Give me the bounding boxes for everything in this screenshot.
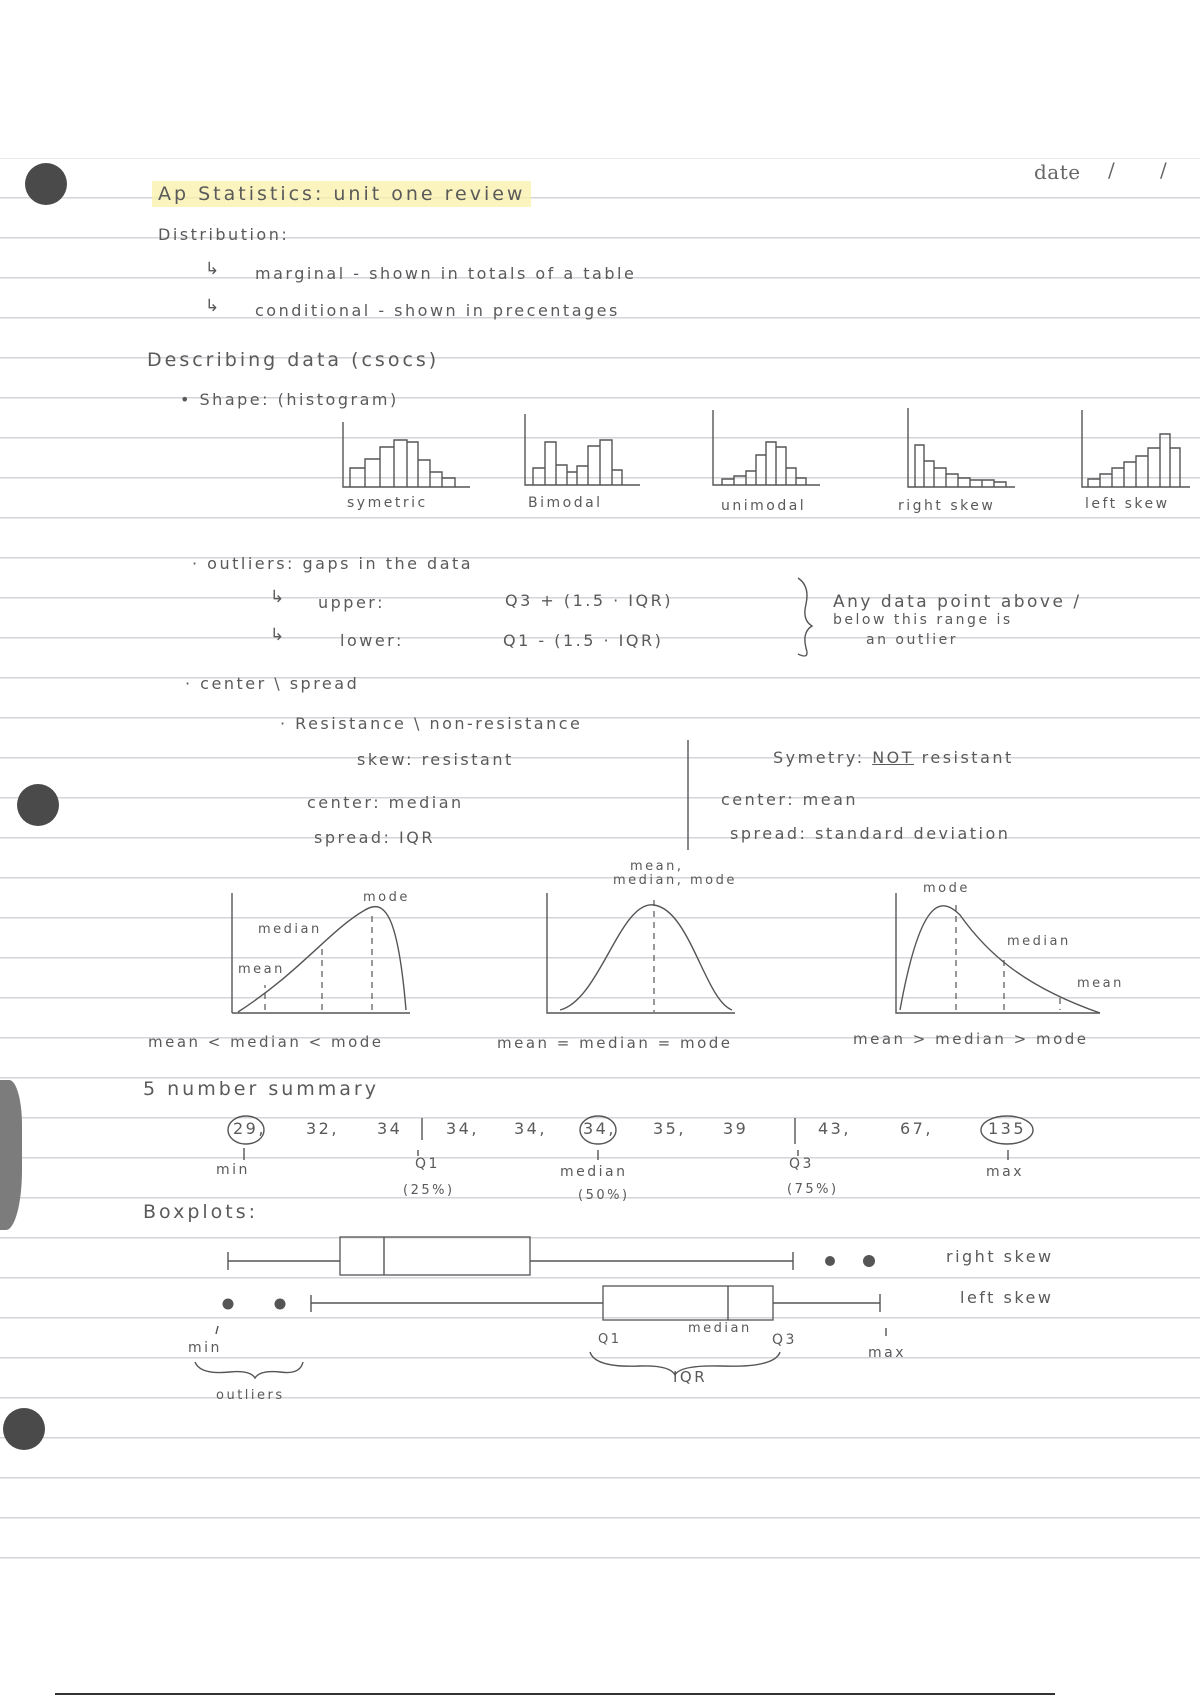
right-curve-mode-label: mode: [923, 881, 970, 896]
five-number-value: 67,: [900, 1119, 933, 1138]
histogram-symetric: [343, 422, 470, 487]
distribution-conditional: conditional - shown in precentages: [255, 301, 620, 320]
right-skew-curve: [896, 893, 1100, 1013]
left-skew-curve: [232, 890, 410, 1013]
non-resistant-header-not: NOT: [872, 748, 915, 767]
five-number-value: 34: [377, 1119, 403, 1138]
histogram-label-bimodal: Bimodal: [528, 495, 603, 511]
outliers-heading: · outliers: gaps in the data: [192, 554, 474, 573]
histogram-label-symetric: symetric: [347, 495, 428, 511]
arrow-icon: ↳: [205, 296, 222, 316]
left-curve-median-label: median: [258, 922, 322, 937]
right-curve-mean-label: mean: [1077, 976, 1124, 991]
boxplot-q3-label: Q3: [772, 1332, 797, 1348]
curly-brace: [798, 578, 812, 656]
arrow-icon: ↳: [270, 587, 287, 607]
boxplot-q1-label: Q1: [598, 1332, 622, 1347]
arrow-icon: ↳: [270, 625, 287, 645]
outlier-lower-formula: Q1 - (1.5 · IQR): [503, 631, 664, 650]
date-separator-2: /: [1160, 158, 1168, 182]
left-curve-mean-label: mean: [238, 962, 285, 977]
five-number-median-label: median: [560, 1164, 628, 1180]
five-number-q3-label: Q3: [789, 1156, 814, 1172]
non-resistant-center: center: mean: [721, 790, 859, 809]
shape-label: • Shape: (histogram): [180, 390, 399, 409]
five-number-min-label: min: [216, 1162, 250, 1178]
five-number-value: 29,: [233, 1119, 266, 1138]
center-curve-caption: mean = median = mode: [497, 1034, 733, 1052]
boxplots-heading: Boxplots:: [143, 1201, 259, 1223]
boxplot-left-skew-label: left skew: [960, 1288, 1054, 1307]
five-number-value: 34,: [583, 1119, 616, 1138]
distribution-marginal: marginal - shown in totals of a table: [255, 264, 637, 283]
five-number-value: 39: [723, 1119, 749, 1138]
histogram-label-unimodal: unimodal: [721, 498, 807, 514]
arrow-icon: ↳: [205, 259, 222, 279]
resistant-center: center: median: [307, 793, 464, 812]
five-number-value: 35,: [653, 1119, 686, 1138]
non-resistant-header-post: resistant: [914, 748, 1014, 767]
resistant-spread: spread: IQR: [314, 828, 435, 847]
histogram-right-skew: [908, 408, 1015, 487]
center-curve-label-line-2: median, mode: [613, 873, 737, 888]
center-curve-label-line-1: mean,: [630, 859, 684, 874]
five-number-value: 43,: [818, 1119, 851, 1138]
histogram-label-right-skew: right skew: [898, 498, 996, 514]
five-number-max-label: max: [986, 1164, 1025, 1180]
histogram-bimodal: [525, 414, 640, 485]
page-title-text: Ap Statistics: unit one review: [152, 181, 531, 207]
right-curve-median-label: median: [1007, 934, 1071, 949]
left-curve-caption: mean < median < mode: [148, 1033, 384, 1051]
outlier-upper-formula: Q3 + (1.5 · IQR): [505, 591, 673, 610]
boxplot-max-label: max: [868, 1345, 907, 1361]
boxplot-right-skew-label: right skew: [946, 1247, 1054, 1266]
five-number-value: 32,: [306, 1119, 339, 1138]
histogram-left-skew: [1082, 410, 1190, 487]
boxplot-left-skew: [195, 1286, 886, 1378]
date-label: date: [1034, 160, 1081, 184]
non-resistant-header-pre: Symetry:: [773, 748, 873, 767]
five-number-markings: [228, 1116, 1033, 1160]
boxplot-outliers-label: outliers: [216, 1388, 285, 1403]
boxplot-iqr-label: IQR: [673, 1368, 708, 1386]
left-curve-mode-label: mode: [363, 890, 410, 905]
boxplot-min-label: min: [188, 1340, 222, 1356]
outlier-note-line-1: Any data point above /: [833, 592, 1082, 612]
outlier-note-line-3: an outlier: [866, 632, 958, 648]
distribution-heading: Distribution:: [158, 225, 290, 244]
histogram-label-left-skew: left skew: [1085, 496, 1170, 512]
date-separator-1: /: [1108, 158, 1116, 182]
describing-heading: Describing data (csocs): [147, 349, 440, 371]
five-number-q3-percent: (75%): [787, 1182, 839, 1197]
five-number-value: 34,: [514, 1119, 547, 1138]
outlier-note-line-2: below this range is: [833, 612, 1013, 628]
symmetric-curve: [547, 893, 735, 1013]
resistant-header: skew: resistant: [357, 750, 514, 769]
center-spread-heading: · center \ spread: [185, 674, 360, 693]
five-number-heading: 5 number summary: [143, 1078, 379, 1100]
resistance-heading: · Resistance \ non-resistance: [280, 714, 583, 733]
right-curve-caption: mean > median > mode: [853, 1030, 1089, 1048]
outlier-upper-label: upper:: [318, 593, 385, 612]
boxplot-right-skew: [228, 1237, 875, 1275]
histogram-unimodal: [713, 410, 820, 485]
five-number-value: 34,: [446, 1119, 479, 1138]
five-number-q1-label: Q1: [415, 1156, 440, 1172]
five-number-median-percent: (50%): [578, 1188, 630, 1203]
non-resistant-spread: spread: standard deviation: [730, 824, 1011, 843]
outlier-lower-label: lower:: [340, 631, 404, 650]
five-number-value: 135: [988, 1119, 1027, 1138]
boxplot-median-label: median: [688, 1321, 752, 1336]
five-number-q1-percent: (25%): [403, 1183, 455, 1198]
